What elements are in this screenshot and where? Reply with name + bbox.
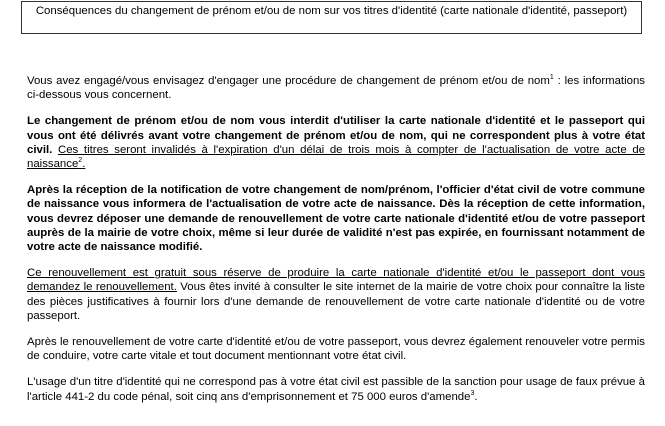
renewal-procedure-paragraph [27,183,645,254]
free-renewal-paragraph [27,266,645,323]
footnote-ref-1: 1 [549,74,554,82]
renewal-procedure-bold-text: Après la réception de la notification de votre changement de nom/prénom, l'officier d'état civil de votre commune de naissance vous informera de l'actualisation de votre acte de naissance. Dès la réception de cette information, vous devrez déposer une demande de renouvellement de votre carte nationale d'identité et/ou de votre passeport auprès de la mairie de votre choix, même si leur durée de validité n'est pas expirée, en fournissant notamment de votre acte de naissance modifié. [27,184,645,254]
intro-tail: : les informations ci-dessous vous concernent. [27,75,645,102]
invalidation-bold-text: Le changement de prénom et/ou de nom vous interdit d'utiliser la carte nationale d'identité et le passeport qui vous ont été délivrés avant votre changement de prénom et/ou de nom, qui ne correspondent plus à votre état civil. [27,115,645,156]
invalidation-paragraph [27,114,645,171]
document-title: Conséquences du changement de prénom et/ou de nom sur vos titres d'identité (carte nationale d'identité, passeport) [35,5,628,17]
other-documents-paragraph [27,335,645,363]
free-renewal-underlined-text: Ce renouvellement est gratuit sous réserve de produire la carte nationale d'identité et/ou le passeport dont vous demandez le renouvellement. [27,267,645,294]
intro-paragraph [27,74,645,102]
invalidation-underlined-text [27,144,645,170]
free-renewal-tail: Vous êtes invité à consulter le site internet de la mairie de votre choix pour connaître la liste des pièces justificatives à fournir lors d'une demande de renouvellement de votre carte nationale d'identité ou de votre passeport. [27,281,645,322]
invalidation-tail: . [82,158,86,171]
footnote-ref-2: 2 [78,157,83,165]
title-box [21,1,642,34]
document-body [27,74,645,404]
penalty-tail: . [474,390,478,403]
penalty-paragraph [27,375,645,403]
invalidation-underlined-span: Ces titres seront invalidés à l'expiration d'un délai de trois mois à compter de l'actualisation de votre acte de naissance [27,143,645,171]
other-documents-text: Après le renouvellement de votre carte d'identité et/ou de votre passeport, vous devrez également renouveler votre permis de conduire, votre carte vitale et tout document mentionnant votre état civil. [27,336,645,363]
intro-text: Vous avez engagé/vous envisagez d'engager une procédure de changement de prénom et/ou de nom [27,75,550,87]
footnote-ref-3: 3 [470,389,475,397]
penalty-text: L'usage d'un titre d'identité qui ne correspond pas à votre état civil est passible de la sanction pour usage de faux prévue à l'article 441-2 du code pénal, soit cinq ans d'emprisonnement et 75 000 euros d'amende [27,376,645,403]
